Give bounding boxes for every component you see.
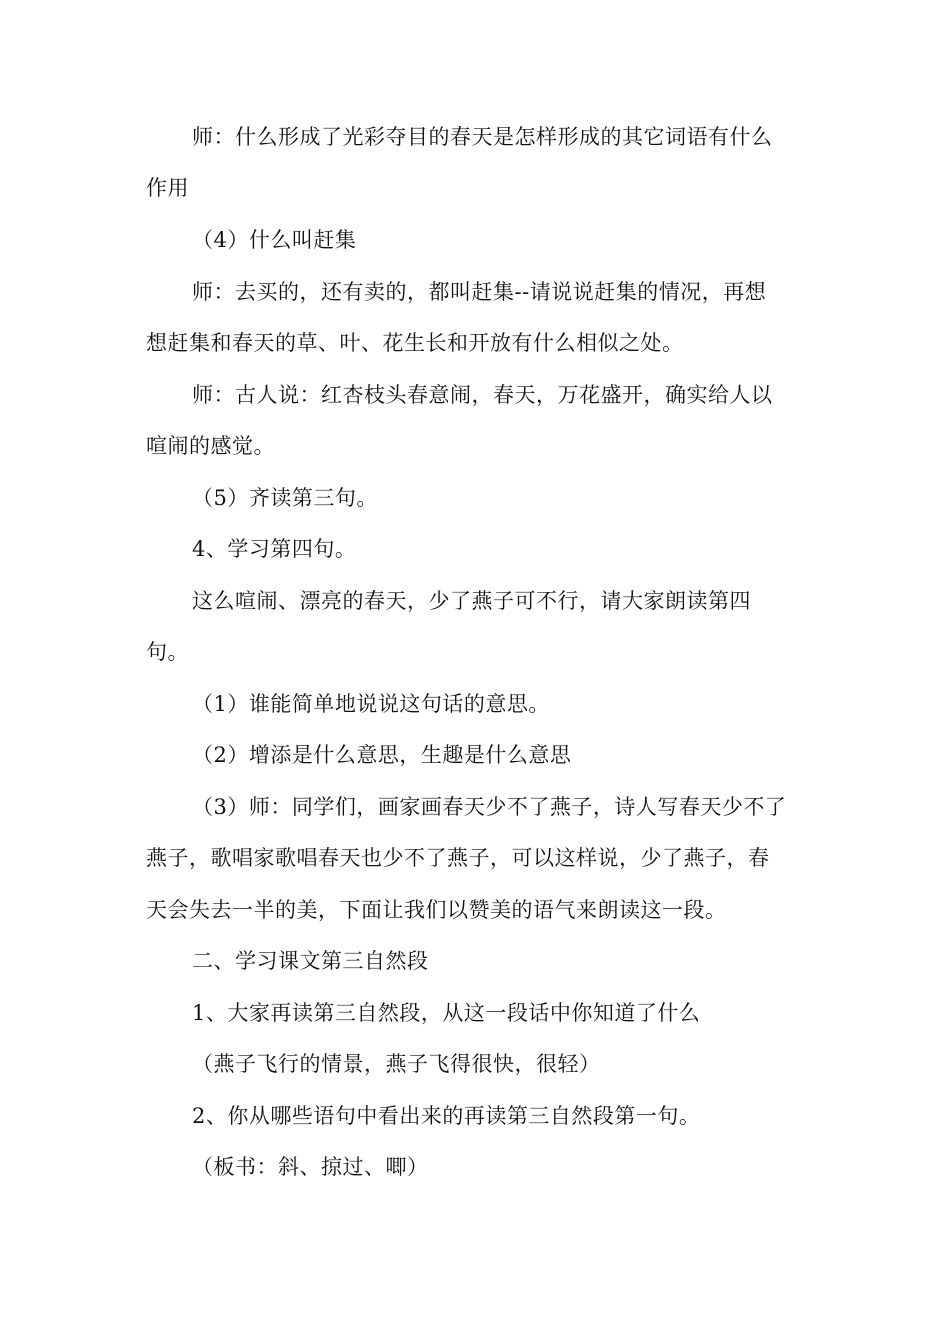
paragraph-line-20: 2、你从哪些语句中看出来的再读第三自然段第一句。	[192, 1104, 701, 1128]
paragraph-line-7: 喧闹的感觉。	[146, 434, 275, 458]
paragraph-line-6: 师：古人说：红杏枝头春意闹，春天，万花盛开，确实给人以	[192, 383, 773, 407]
paragraph-line-19: （燕子飞行的情景，燕子飞得很快，很轻）	[192, 1052, 601, 1076]
paragraph-line-2: 作用	[146, 176, 189, 200]
paragraph-line-15: 燕子，歌唱家歌唱春天也少不了燕子，可以这样说，少了燕子，春	[146, 846, 770, 870]
paragraph-line-16: 天会失去一半的美，下面让我们以赞美的语气来朗读这一段。	[146, 898, 727, 922]
paragraph-line-4: 师：去买的，还有卖的，都叫赶集--请说说赶集的情况，再想	[192, 280, 767, 304]
paragraph-line-10: 这么喧闹、漂亮的春天，少了燕子可不行，请大家朗读第四	[192, 589, 751, 613]
paragraph-line-13: （2）增添是什么意思，生趣是什么意思	[192, 743, 572, 767]
section-heading: 二、学习课文第三自然段	[192, 949, 429, 973]
paragraph-line-18: 1、大家再读第三自然段，从这一段话中你知道了什么	[192, 1001, 701, 1025]
paragraph-line-11: 句。	[146, 640, 189, 664]
paragraph-line-12: （1）谁能简单地说说这句话的意思。	[192, 692, 550, 716]
paragraph-line-5: 想赶集和春天的草、叶、花生长和开放有什么相似之处。	[146, 331, 684, 355]
paragraph-line-14: （3）师：同学们，画家画春天少不了燕子，诗人写春天少不了	[192, 795, 787, 819]
paragraph-line-1: 师：什么形成了光彩夺目的春天是怎样形成的其它词语有什么	[192, 125, 773, 149]
paragraph-line-3: （4）什么叫赶集	[192, 228, 357, 252]
paragraph-line-9: 4、学习第四句。	[192, 537, 357, 561]
paragraph-line-8: （5）齐读第三句。	[192, 486, 378, 510]
paragraph-line-21: （板书：斜、掠过、唧）	[192, 1155, 429, 1179]
